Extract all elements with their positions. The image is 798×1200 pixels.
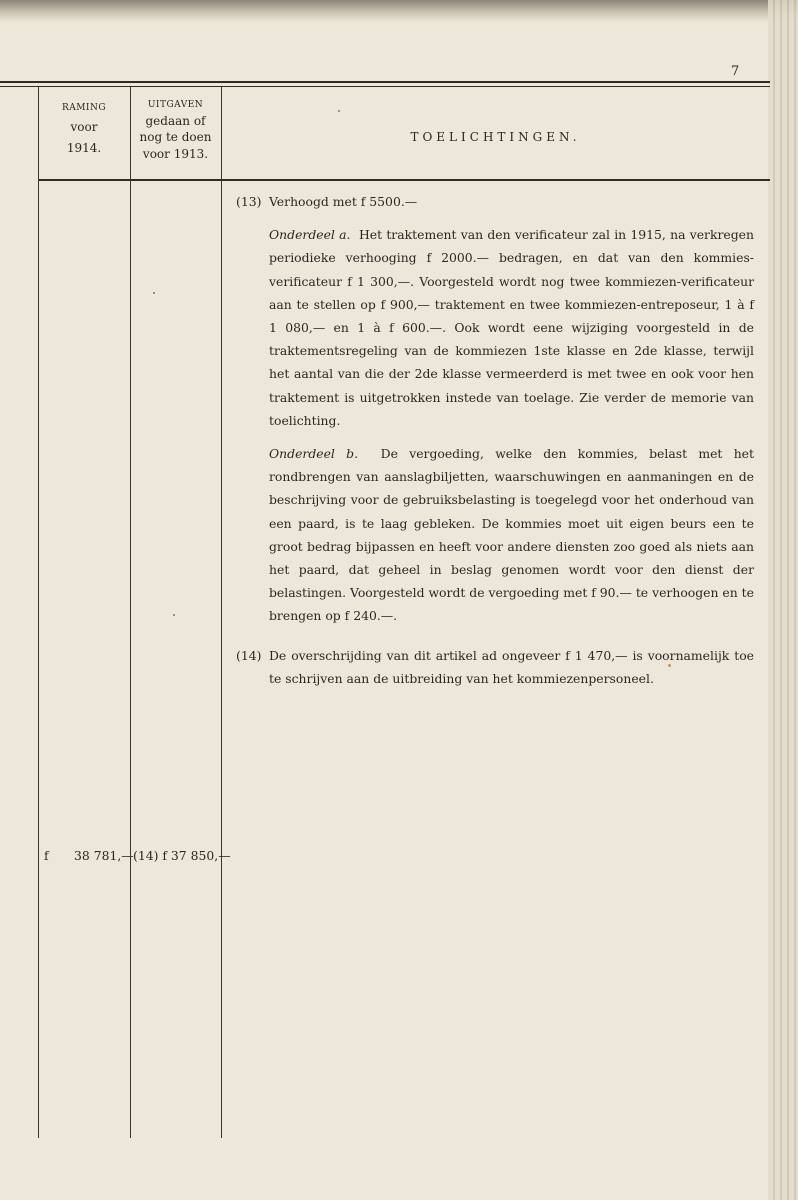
- raming-heading: RAMING: [61, 103, 107, 113]
- note-13: [236, 190, 754, 213]
- note-14: [236, 644, 754, 690]
- column-header-uitgaven: [130, 100, 221, 162]
- subsection-label: Onderdeel b.: [269, 446, 359, 462]
- ink-speck: [173, 614, 175, 616]
- column-divider: [130, 86, 131, 1138]
- column-divider: [38, 86, 39, 1138]
- page-number: 7: [731, 64, 740, 79]
- ink-speck: [668, 664, 671, 667]
- raming-line: voor: [70, 120, 98, 135]
- ink-speck: [153, 292, 155, 294]
- stacked-page-edges: [768, 0, 798, 1200]
- uitgaven-line: nog te doen: [139, 130, 212, 145]
- column-divider: [221, 86, 222, 1138]
- subsection-label: Onderdeel a.: [269, 227, 351, 243]
- currency-symbol: f: [44, 848, 49, 863]
- top-rule: [0, 81, 770, 83]
- subsection-text: De vergoeding, welke den kommies, belast met het rondbrengen van aanslagbiljetten, waarschuwingen en aanmaningen en de beschrijving voor de gebruiksbelasting is toegelegd voor het onderhoud van een paard, is te laag gebleken. De kommies moet uit eigen beurs een te groot bedrag bijpassen en heeft voor andere diensten zoo goed als niets aan het paard, dat geheel in beslag genomen wordt voor den dienst der belastingen. Voorgesteld wordt de vergoeding met f 90.— te verhoogen en te brengen op f 240.—.: [269, 446, 754, 624]
- uitgaven-heading: UITGAVEN: [147, 100, 204, 110]
- ink-speck: [338, 110, 340, 112]
- note-number: (13): [236, 194, 262, 209]
- uitgaven-line: gedaan of: [145, 114, 206, 129]
- raming-year: 1914.: [66, 141, 102, 156]
- raming-amount: 38 781,—: [74, 848, 134, 863]
- note-number: (14): [236, 647, 262, 663]
- header-bottom-rule: [38, 179, 770, 181]
- subsection-text: Het traktement van den verificateur zal in 1915, na verkregen periodieke verhooging f 2000.— bedragen, en dat van den kommies-verificateur f 1 300,—. Voorgesteld wordt nog twee kommiezen-verificateur aan te stellen op f 900,— traktement en twee kommiezen-entreposeur, 1 à f 1 080,— en 1 à f 600.—. Ook wordt eene wijziging voorgesteld in de traktementsregeling van de kommiezen 1ste klasse en 2de klasse, terwijl het aantal van die der 2de klasse vermeerderd is met twee en ook voor hen traktement is uitgetrokken instede van toelage. Zie verder de memorie van toelichting.: [269, 227, 754, 428]
- onderdeel-b: [236, 442, 754, 628]
- uitgaven-amount: (14) f 37 850,—: [133, 848, 231, 863]
- torn-top-edge: [0, 0, 798, 22]
- onderdeel-a: [236, 223, 754, 432]
- column-header-raming: [38, 103, 130, 156]
- note-text: De overschrijding van dit artikel ad ongeveer f 1 470,— is voornamelijk toe te schrijven aan de uitbreiding van het kommiezenpersoneel.: [269, 647, 754, 686]
- explanations-body: [236, 190, 754, 690]
- column-header-toelichtingen: TOELICHTINGEN.: [410, 130, 581, 144]
- note-text: Verhoogd met f 5500.—: [269, 194, 418, 209]
- uitgaven-year: voor 1913.: [142, 146, 209, 161]
- top-rule-thin: [0, 86, 770, 87]
